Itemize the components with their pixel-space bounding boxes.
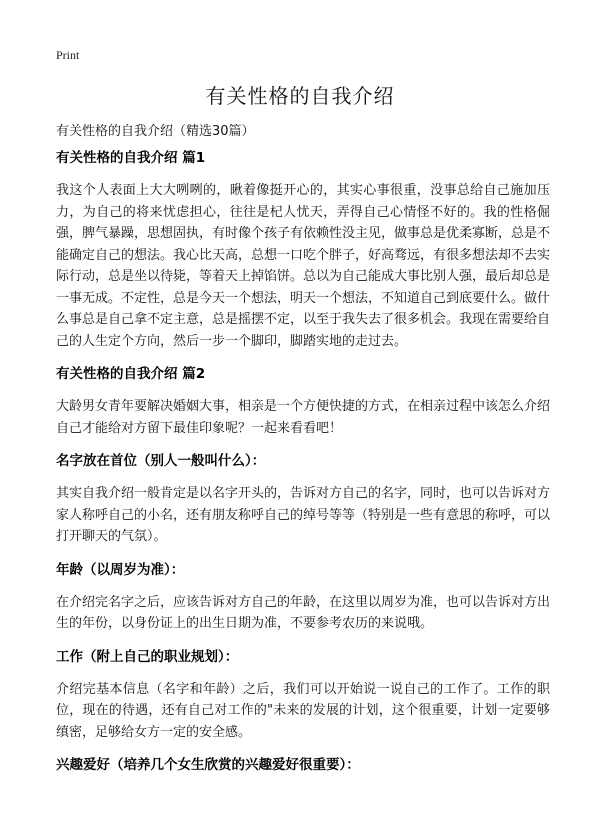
print-link[interactable]: Print (56, 48, 80, 62)
section-heading-age: 年龄（以周岁为准）： (56, 561, 185, 578)
section-paragraph-age: 在介绍完名字之后，应该告诉对方自己的年龄，在这里以周岁为准，也可以告诉对方出生的年份，以身份证上的出生日期为准，不要参考农历的来说哦。 (56, 594, 551, 631)
section-heading-2: 有关性格的自我介绍 篇2 (56, 366, 206, 382)
section-heading-work: 工作（附上自己的职业规划）： (56, 648, 239, 665)
page-title: 有关性格的自我介绍 (205, 84, 395, 108)
section-heading-name: 名字放在首位（别人一般叫什么）： (56, 453, 266, 469)
section-paragraph-work: 介绍完基本信息（名字和年龄）之后，我们可以开始说一说自己的工作了。工作的职位，现在的待遇，还有自己对工作的"未来的发展的计划，这个很重要，计划一定要够缜密，足够给女方一定的安全感。 (56, 681, 550, 740)
section-paragraph-1: 我这个人表面上大大咧咧的，瞅着像挺开心的，其实心事很重，没事总给自己施加压力，为自己的将来忧虑担心，往往是杞人忧天，弄得自己心情怪不好的。我的性格倔强，脾气暴躁，思想固执，有时像个孩子有依赖性没主见，做事总是优柔寡断，总是不能确定自己的想法。我心比天高，总想一口吃个胖子，好高骛远，有很多想法却不去实际行动，总是坐以待毙，等着天上掉馅饼。总以为自己能成大事比别人强，最后却总是一事无成。不定性，总是今天一个想法，明天一个想法，不知道自己到底要什么。做什么事总是自己拿不定主意，总是摇摆不定，以至于我失去了很多机会。我现在需要给自己的人生定个方向，然后一步一个脚印，脚踏实地的走过去。 (56, 183, 551, 349)
section-heading-1: 有关性格的自我介绍 篇1 (56, 150, 206, 166)
section-heading-hobbies: 兴趣爱好（培养几个女生欣赏的兴趣爱好很重要）： (56, 757, 360, 773)
section-paragraph-name: 其实自我介绍一般肯定是以名字开头的，告诉对方自己的名字，同时，也可以告诉对方家人称呼自己的小名，还有朋友称呼自己的绰号等等（特别是一些有意思的称呼，可以打开聊天的气氛）。 (56, 486, 551, 544)
section-paragraph-2: 大龄男女青年要解决婚姻大事，相亲是一个方便快捷的方式，在相亲过程中该怎么介绍自己才能给对方留下最佳印象呢？一起来看看吧！ (56, 399, 551, 436)
article-body (56, 148, 550, 787)
page-subtitle: 有关性格的自我介绍（精选30篇） (56, 124, 255, 139)
